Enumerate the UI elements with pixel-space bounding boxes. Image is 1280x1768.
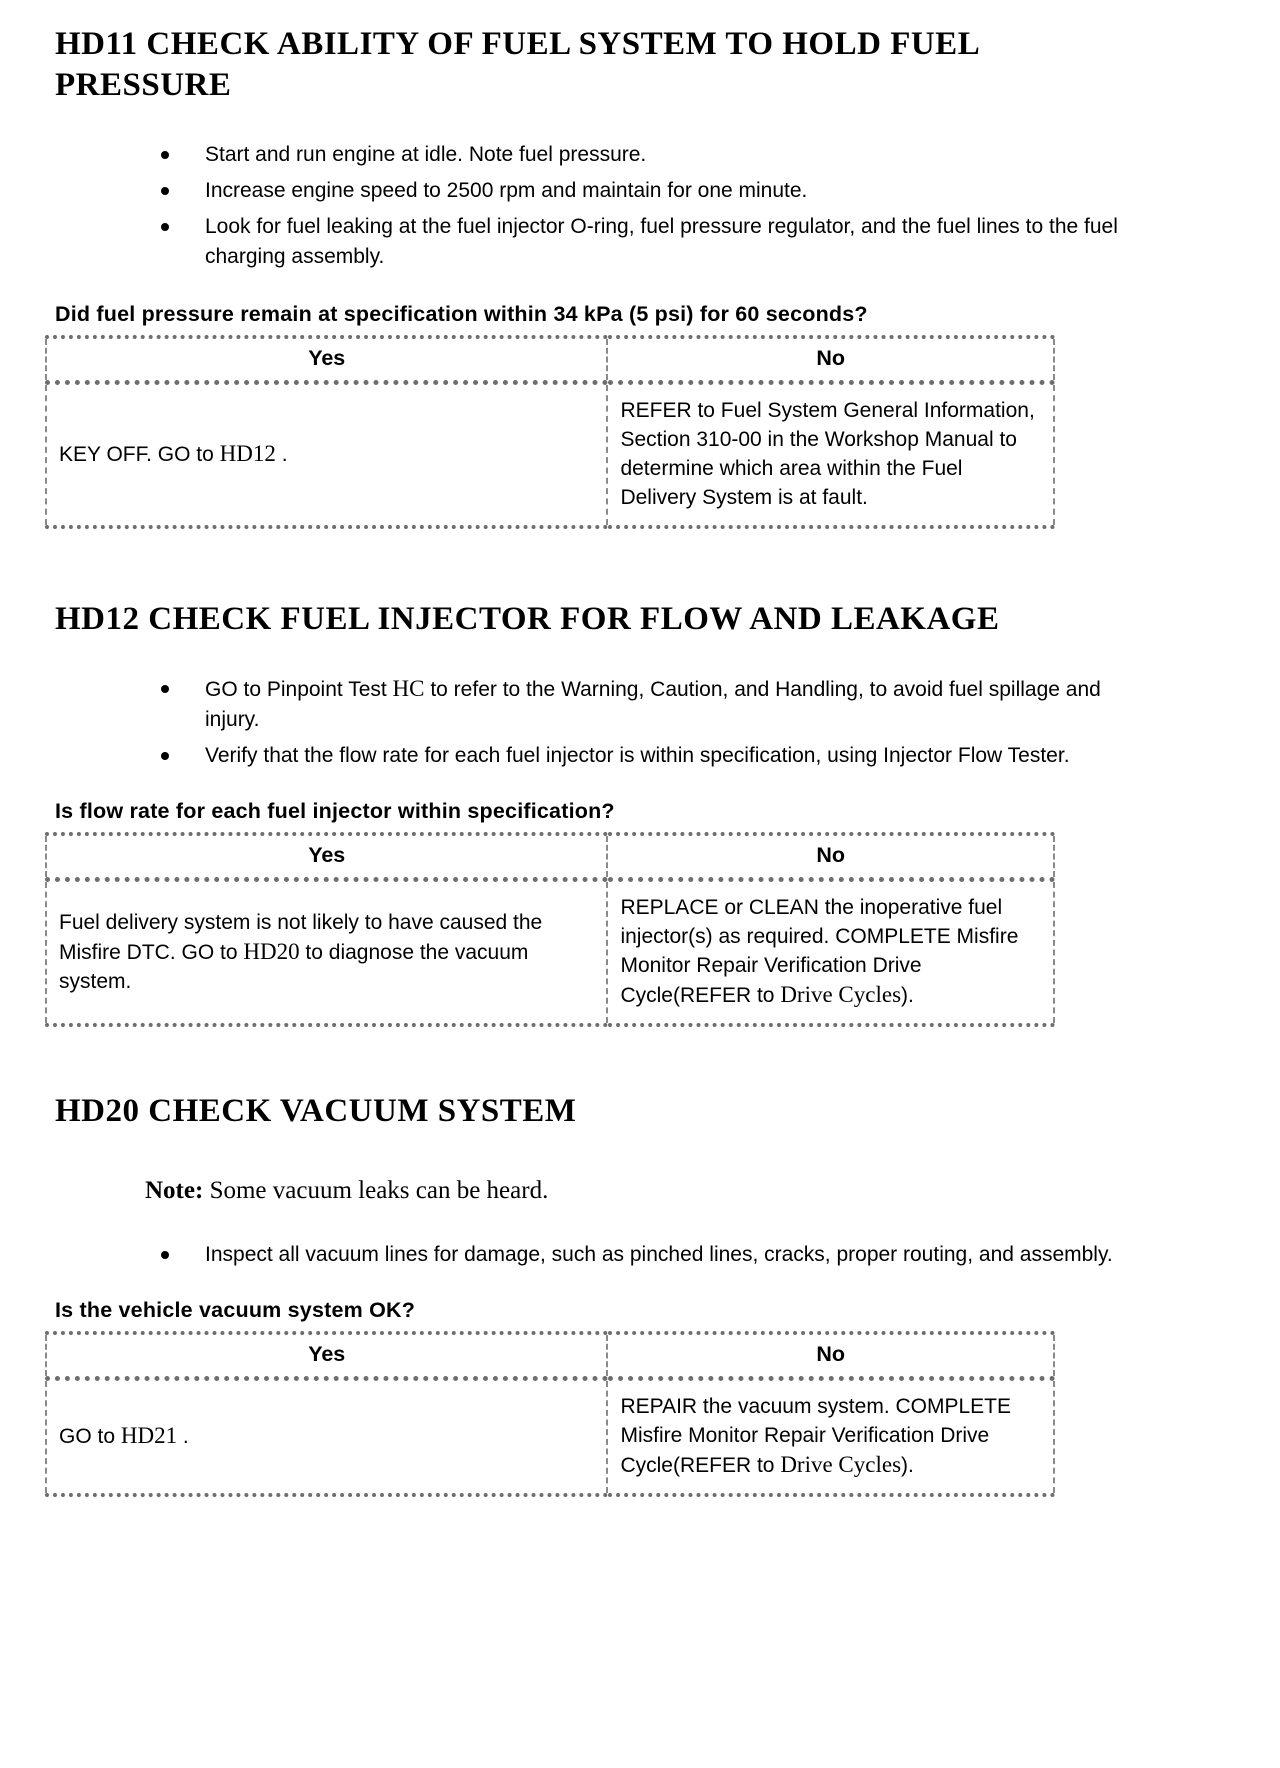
table-header-row	[46, 337, 1054, 383]
link-drive-cycles[interactable]: Drive Cycles	[780, 1452, 902, 1477]
no-column-header: No	[607, 337, 1054, 383]
yes-column-header: Yes	[46, 1333, 607, 1379]
decision-question-hd11: Did fuel pressure remain at specification within 34 kPa (5 psi) for 60 seconds?	[55, 302, 868, 326]
action-text: ).	[901, 1454, 914, 1477]
action-text: REFER to Fuel System General Information, Section 310-00 in the Workshop Manual to determine which area within the Fuel Delivery System is at fault.	[620, 399, 1035, 509]
yes-action-cell	[46, 1379, 607, 1496]
action-text: KEY OFF. GO to	[59, 443, 220, 466]
decision-question-hd12: Is flow rate for each fuel injector within specification?	[55, 799, 615, 823]
procedure-steps-hd11	[0, 140, 1280, 272]
note-text: Some vacuum leaks can be heard.	[203, 1177, 549, 1204]
link-hd21[interactable]: HD21	[120, 1423, 178, 1448]
step-text: Verify that the flow rate for each fuel injector is within specification, using Injector Flow Tester.	[205, 744, 1070, 767]
no-column-header: No	[607, 1333, 1054, 1379]
action-text: GO to	[59, 1425, 121, 1448]
table-row	[46, 880, 1054, 1026]
section-heading-hd12: HD12 CHECK FUEL INJECTOR FOR FLOW AND LEAKAGE	[55, 601, 1000, 637]
decision-table-hd20	[45, 1331, 1055, 1497]
section-heading-hd11: HD11 CHECK ABILITY OF FUEL SYSTEM TO HOLD FUEL PRESSURE	[55, 26, 979, 103]
link-hd20[interactable]: HD20	[243, 938, 300, 964]
no-action-cell	[607, 1379, 1054, 1496]
step-text: Increase engine speed to 2500 rpm and maintain for one minute.	[205, 179, 808, 202]
table-header-row	[46, 834, 1054, 880]
table-header-row	[46, 1333, 1054, 1379]
step-text: GO to Pinpoint Test	[205, 678, 393, 701]
table-row	[46, 1379, 1054, 1496]
yes-column-header: Yes	[46, 337, 607, 383]
link-hc[interactable]: HC	[392, 676, 425, 701]
yes-column-header: Yes	[46, 834, 607, 880]
action-text: ).	[901, 984, 914, 1007]
procedure-steps-hd20	[0, 1240, 1280, 1270]
decision-table-hd11	[45, 335, 1055, 529]
procedure-steps-hd12	[0, 674, 1280, 771]
no-action-cell	[607, 880, 1054, 1026]
list-item	[205, 674, 1135, 735]
action-text: REPLACE or CLEAN the inoperative fuel injector(s) as required. COMPLETE Misfire Monitor Repair Verification Drive Cycle(REFER to	[620, 896, 1019, 1007]
list-item	[205, 212, 1135, 272]
link-drive-cycles[interactable]: Drive Cycles	[780, 982, 902, 1007]
list-item	[205, 1240, 1135, 1270]
action-text: .	[177, 1425, 189, 1448]
action-text: REPAIR the vacuum system. COMPLETE Misfire Monitor Repair Verification Drive Cycle(REFER to	[620, 1395, 1012, 1477]
list-item	[205, 741, 1135, 771]
action-text: to diagnose the vacuum system.	[59, 940, 529, 993]
manual-page	[0, 24, 1280, 1497]
note	[145, 1176, 1280, 1206]
no-action-cell	[607, 383, 1054, 528]
list-item	[205, 140, 1135, 170]
link-hd12[interactable]: HD12	[219, 441, 276, 466]
step-text: to refer to the Warning, Caution, and Handling, to avoid fuel spillage and injury.	[205, 678, 1101, 731]
table-row	[46, 383, 1054, 528]
note-label: Note:	[145, 1177, 204, 1204]
step-text: Look for fuel leaking at the fuel injector O-ring, fuel pressure regulator, and the fuel lines to the fuel charging assembly.	[205, 215, 1118, 268]
no-column-header: No	[607, 834, 1054, 880]
decision-question-hd20: Is the vehicle vacuum system OK?	[55, 1298, 416, 1322]
section-heading-hd20: HD20 CHECK VACUUM SYSTEM	[55, 1093, 577, 1129]
step-text: Inspect all vacuum lines for damage, such as pinched lines, cracks, proper routing, and assembly.	[205, 1243, 1113, 1266]
yes-action-cell	[46, 880, 607, 1026]
decision-table-hd12	[45, 832, 1055, 1027]
list-item	[205, 176, 1135, 206]
yes-action-cell	[46, 383, 607, 528]
action-text: .	[275, 443, 288, 466]
action-text: Fuel delivery system is not likely to have caused the Misfire DTC. GO to	[59, 910, 543, 964]
step-text: Start and run engine at idle. Note fuel pressure.	[205, 143, 647, 166]
